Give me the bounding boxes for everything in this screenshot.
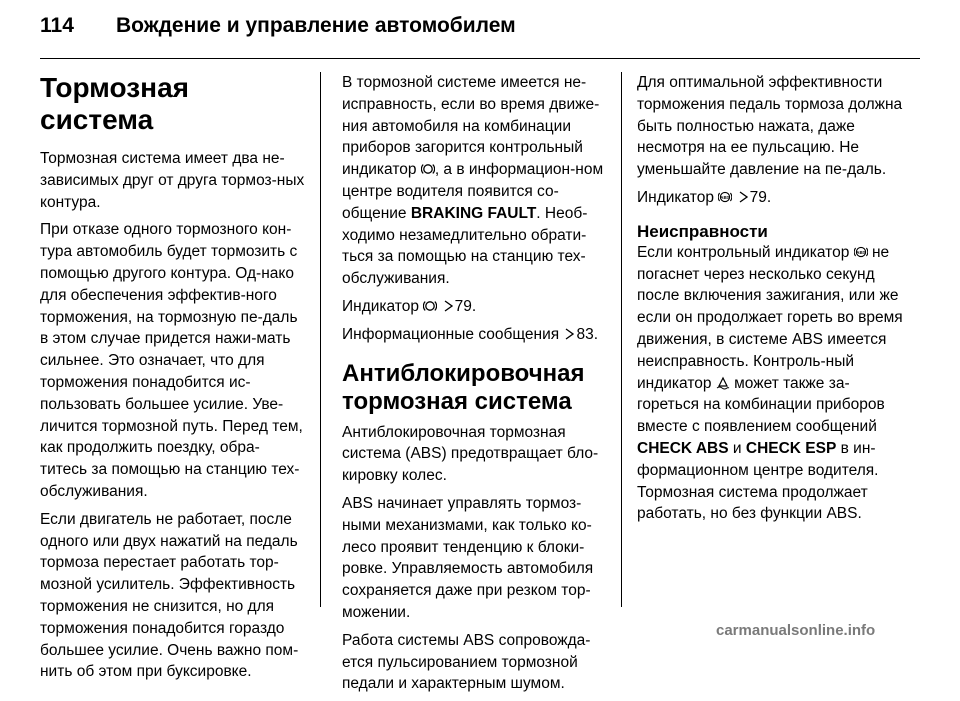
column-2: [342, 72, 610, 701]
brake-warning-icon: [423, 299, 437, 313]
paragraph: Если двигатель не работает, после одного или двух нажатий на педаль тормоза перестает работать тор-мозной усилитель. Эффективность торможения не снизится, но для торможения понадобится гораздо большее усилие. Очень важно пом-нить об этом при буксировке.: [40, 510, 299, 681]
header-rule: [40, 58, 920, 59]
page-reference[interactable]: 79.: [454, 297, 477, 315]
chapter-title: Вождение и управление автомобилем: [116, 14, 516, 37]
text-run: Индикатор: [342, 297, 419, 315]
page-ref-arrow-icon: [739, 191, 748, 203]
esp-traction-icon: [716, 376, 730, 390]
abs-warning-icon: [854, 245, 868, 259]
cross-reference: [342, 296, 610, 318]
message-braking-fault: BRAKING FAULT: [410, 204, 537, 222]
paragraph: Для оптимальной эффективности торможения педаль тормоза должна быть полностью нажата, даже несмотря на ее пульсацию. Не уменьшайте давление на пе-даль.: [637, 74, 903, 179]
text-run: , а в информацион-ном центре водителя появится со-общение: [342, 161, 604, 222]
text-run: Информационные сообщения: [342, 325, 560, 343]
column-3: [637, 72, 909, 531]
column-divider: [320, 72, 321, 607]
text-run: В тормозной системе имеется не-исправность, если во время движе-ния автомобиля на комбинации приборов загорится контрольный индикатор: [342, 74, 600, 179]
section-heading-brakes: Тормозная система: [40, 72, 189, 135]
text-run: Если контрольный индикатор: [637, 243, 850, 261]
message-check-abs: CHECK ABS: [637, 439, 729, 457]
column-1: [40, 72, 305, 689]
paragraph: [342, 72, 610, 290]
subheading-faults: Неисправности: [637, 221, 768, 241]
paragraph: [637, 242, 909, 525]
brake-warning-icon: [421, 162, 435, 176]
paragraph: Тормозная система имеет два не-зависимых друг от друга тормоз-ных контура.: [40, 150, 305, 211]
paragraph: ABS начинает управлять тормоз-ными механизмами, как только ко-лесо проявит тенденцию к блоки-ровке. Управляемость автомобиля сохраняется даже при резком тор-можении.: [342, 494, 594, 621]
section-heading-abs: Антиблокировочная тормозная система: [342, 359, 585, 415]
page-ref-arrow-icon: [565, 328, 574, 340]
paragraph: При отказе одного тормозного кон-тура автомобиль будет тормозить с помощью другого контура. Од-нако для обеспечения эффектив-ного торможения, на тормозную пе-даль в этом случае придется нажи-мать сильнее. Это означает, что для торможения понадобится ис-пользовать большее усилие. Уве-личится тормозной путь. Перед тем, как продолжить поездку, обра-титесь за помощью на станцию тех-обслуживания.: [40, 221, 303, 500]
message-check-esp: CHECK ESP: [745, 439, 837, 457]
text-run: может также за-гореться на комбинации приборов вместе с появлением сообщений: [637, 374, 885, 436]
text-run: . Необ-ходимо незамедлительно обрати-ться за помощью на станцию тех-обслуживания.: [342, 204, 588, 288]
page-ref-arrow-icon: [444, 300, 453, 312]
abs-warning-icon: [718, 190, 732, 204]
text-run: Индикатор: [637, 188, 714, 206]
svg-text:ABS: ABS: [720, 194, 731, 200]
page-header: [40, 14, 920, 54]
page-number: 114: [40, 14, 74, 37]
text-run: и: [732, 439, 742, 457]
cross-reference: [637, 187, 909, 209]
column-divider: [621, 72, 622, 607]
paragraph: Работа системы ABS сопровожда-ется пульсированием тормозной педали и характерным шумом.: [342, 631, 591, 693]
page-reference[interactable]: 79.: [749, 188, 772, 206]
paragraph: Антиблокировочная тормозная система (ABS) предотвращает бло-кировку колес.: [342, 423, 599, 485]
svg-text:ABS: ABS: [855, 249, 866, 255]
page-reference[interactable]: 83.: [576, 325, 599, 343]
watermark: carmanualsonline.info: [716, 622, 876, 639]
cross-reference: [342, 324, 610, 346]
text-run: не погаснет через несколько секунд после включения зажигания, или же если он продолжает гореть во время движения, в системе ABS имеется неисправность. Контроль-ный индикатор: [637, 243, 903, 392]
text-run: в ин-формационном центре водителя. Тормозная система продолжает работать, но без функции ABS.: [637, 439, 879, 523]
